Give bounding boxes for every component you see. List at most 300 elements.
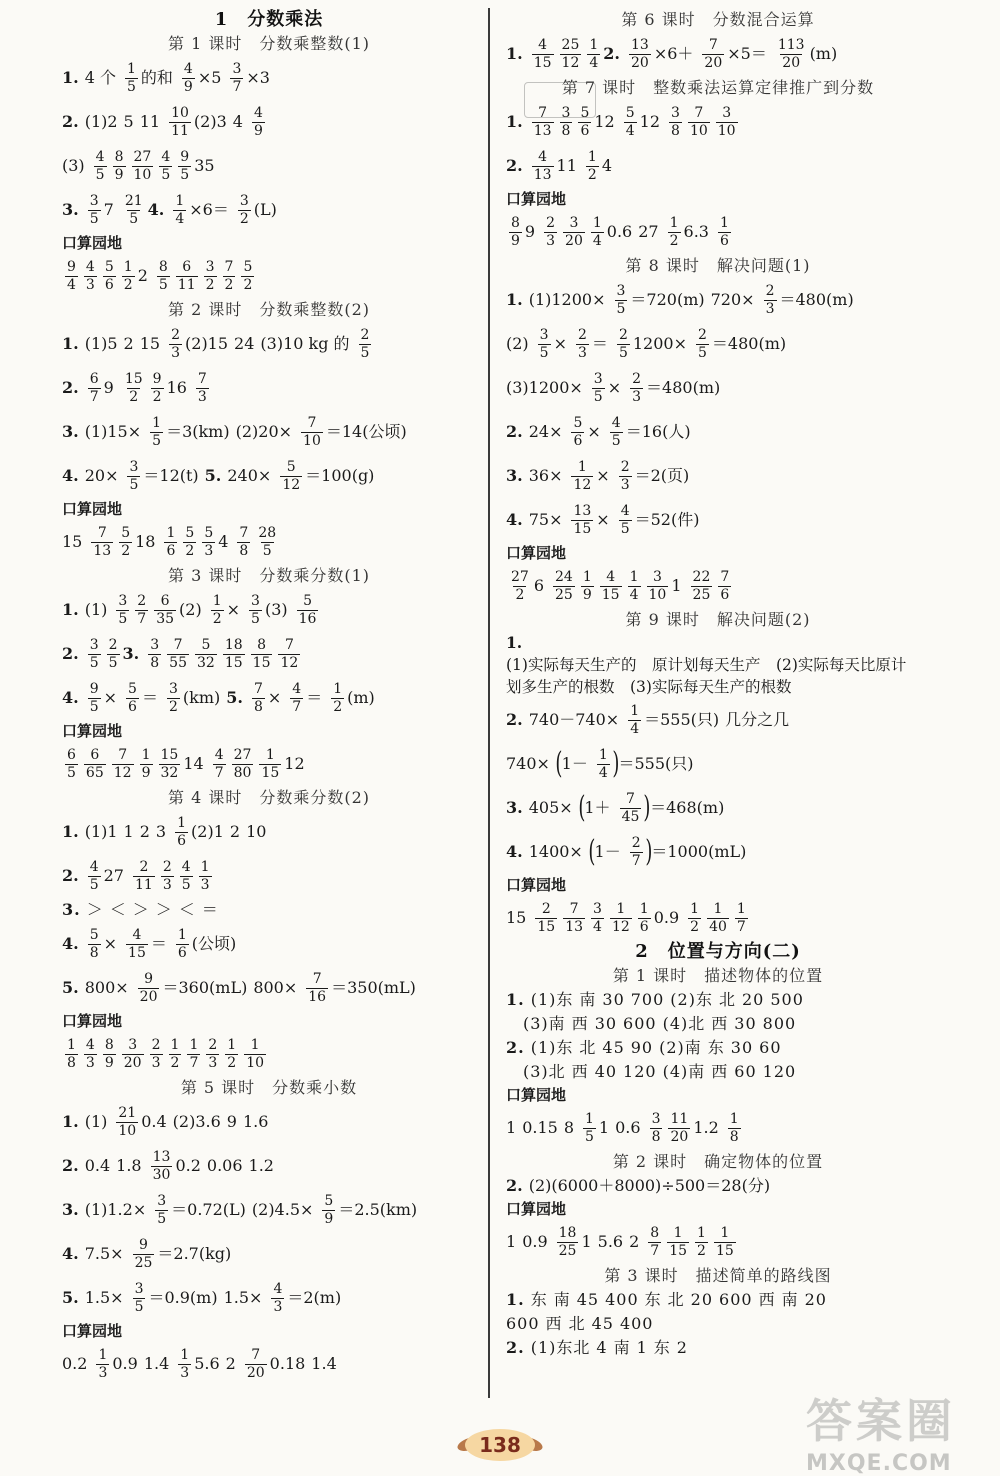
fraction-denominator: 5 <box>611 432 621 449</box>
lesson-heading <box>506 964 936 988</box>
fraction-numerator: 6 <box>182 258 192 275</box>
fraction <box>241 259 254 294</box>
fraction-numerator: 2 <box>632 370 642 387</box>
fraction-numerator: 9 <box>139 1236 148 1253</box>
answer-text: 2 位置与方向(二) <box>635 941 801 962</box>
answer-text: 20× <box>84 466 119 485</box>
fraction <box>167 681 180 716</box>
fraction-denominator: 5 <box>67 764 76 781</box>
answer-text: 0.2 <box>175 1156 201 1175</box>
fraction-denominator: 5 <box>616 300 626 317</box>
fraction-denominator: 9 <box>582 586 592 603</box>
fraction-numerator: 15 <box>160 746 179 763</box>
answer-text: 15 <box>139 334 161 353</box>
fraction-denominator: 5 <box>157 1210 167 1227</box>
answer-row <box>62 144 482 188</box>
answer-text: 4 个 <box>84 68 116 87</box>
answer-text: ＝ <box>591 334 608 353</box>
question-number: 3. <box>62 1200 79 1219</box>
answer-text: 240× <box>227 466 272 485</box>
fraction-denominator: 5 <box>89 210 99 227</box>
fraction-denominator: 15 <box>573 520 592 537</box>
answer-text: (L) <box>253 200 277 219</box>
question-number: 2. <box>506 156 523 175</box>
fraction-denominator: 5 <box>89 654 99 671</box>
fraction-numerator: 1 <box>720 1224 730 1241</box>
fraction-numerator: 7 <box>97 524 107 541</box>
answer-text: 北 <box>568 1314 586 1333</box>
fraction-denominator: 10 <box>689 122 708 139</box>
fraction-numerator: 2 <box>162 858 172 875</box>
fraction <box>232 747 254 782</box>
fraction <box>84 259 97 294</box>
fraction-denominator: 3 <box>85 276 95 293</box>
fraction <box>150 1037 163 1072</box>
fraction-denominator: 25 <box>555 586 573 603</box>
answer-text: 1.5× <box>223 1288 263 1307</box>
fraction <box>617 327 630 362</box>
answer-row <box>506 1288 936 1312</box>
fraction-numerator: 1 <box>177 814 187 831</box>
answer-text: ＜ <box>109 900 127 919</box>
fraction <box>691 569 713 604</box>
fraction <box>211 593 224 628</box>
question-number: 3. <box>62 900 81 919</box>
fraction-denominator: 8 <box>239 542 249 559</box>
answer-text: 35 <box>194 156 215 175</box>
answer-text: (m) <box>347 688 375 707</box>
answer-row <box>62 966 482 1010</box>
fraction-numerator: 3 <box>539 326 549 343</box>
fraction-numerator: 27 <box>511 568 529 585</box>
fraction-numerator: 2 <box>618 326 628 343</box>
answer-text: 0.18 <box>269 1354 306 1373</box>
fraction <box>688 901 701 936</box>
fraction <box>571 415 584 450</box>
fraction-denominator: 2 <box>515 586 525 603</box>
answer-text: ＞ <box>86 900 104 919</box>
answer-text: (1)2 <box>84 112 118 131</box>
fraction <box>180 859 193 894</box>
fraction <box>112 747 134 782</box>
question-number: 3. <box>62 422 79 441</box>
fraction-denominator: 5 <box>129 476 139 493</box>
fraction <box>244 1037 266 1072</box>
fraction-numerator: 5 <box>128 680 137 697</box>
fraction <box>619 459 632 494</box>
fraction <box>668 215 681 250</box>
answer-text: (1) <box>84 1112 108 1131</box>
fraction-denominator: 7 <box>232 78 242 95</box>
fraction-denominator: 7 <box>89 388 99 405</box>
fraction-numerator: 7 <box>538 104 548 121</box>
fraction-numerator: 8 <box>114 148 124 165</box>
fraction <box>322 1193 335 1228</box>
fraction-denominator: 15 <box>533 54 552 71</box>
fraction <box>695 1225 708 1260</box>
answer-text: 27 <box>103 866 124 885</box>
answer-row <box>62 810 482 854</box>
answer-paragraph <box>506 632 921 698</box>
fraction <box>155 1193 168 1228</box>
answer-text: × <box>596 466 610 485</box>
answer-text: 120 <box>762 1062 797 1081</box>
fraction <box>176 259 198 294</box>
chapter-title <box>506 940 936 964</box>
answer-text: 东 <box>653 1338 671 1357</box>
fraction <box>576 327 589 362</box>
fraction <box>103 259 116 294</box>
fraction-numerator: 3 <box>593 370 603 387</box>
fraction-denominator: 5 <box>618 344 628 361</box>
answer-text: 600 <box>506 1314 540 1333</box>
answer-text: 15 <box>506 908 527 927</box>
fraction-numerator: 21 <box>124 192 143 209</box>
answer-text: 27 <box>638 222 659 241</box>
answer-row <box>62 1100 482 1144</box>
answer-text: 3 <box>155 822 167 841</box>
answer-text: 北 <box>718 990 736 1009</box>
fraction-numerator: 4 <box>273 1280 283 1297</box>
fraction-denominator: 8 <box>561 122 571 139</box>
fraction <box>776 37 807 72</box>
answer-text: 9 <box>103 378 114 397</box>
fraction-denominator: 9 <box>104 1054 114 1071</box>
answer-row <box>62 1032 482 1076</box>
fraction <box>161 859 174 894</box>
large-parenthesis: ( <box>578 790 586 825</box>
fraction <box>610 901 632 936</box>
question-number: 2. <box>62 866 79 885</box>
page-number: 138 <box>465 1429 535 1461</box>
question-number: 1. <box>62 68 79 87</box>
fraction-numerator: 4 <box>181 858 191 875</box>
answer-row <box>506 830 936 874</box>
fraction-numerator: 9 <box>67 258 76 275</box>
answer-text: ＝ <box>150 934 167 953</box>
lesson-heading <box>62 786 482 810</box>
question-number: 5. <box>62 978 79 997</box>
fraction-denominator: 4 <box>625 122 635 139</box>
answer-text: × <box>607 378 622 397</box>
fraction-denominator: 5 <box>697 344 707 361</box>
answer-text: 第 3 课时 描述简单的路线图 <box>604 1266 832 1285</box>
answer-text: × <box>596 510 610 529</box>
fraction <box>195 637 217 672</box>
fraction-denominator: 5 <box>108 654 118 671</box>
fraction-numerator: 7 <box>720 568 730 585</box>
watermark-logo-text: 答案圈 <box>806 1394 956 1448</box>
answer-text: ＝100(g) <box>305 466 375 485</box>
fraction-denominator: 3 <box>765 300 775 317</box>
answer-text: × <box>553 334 567 353</box>
fraction <box>702 37 724 72</box>
fraction-denominator: 6 <box>177 832 187 849</box>
fraction <box>103 1037 116 1072</box>
fraction <box>178 1347 191 1382</box>
fraction <box>119 525 132 560</box>
answer-text: 1.4 <box>143 1354 170 1373</box>
answer-text: 第 5 课时 分数乘小数 <box>180 1078 358 1097</box>
fraction-denominator: 7 <box>189 1054 199 1071</box>
question-number: 2. <box>603 44 620 63</box>
fraction <box>707 901 729 936</box>
answer-text: (1)1.2× <box>84 1200 147 1219</box>
fraction-denominator: 30 <box>152 1166 171 1183</box>
fraction-numerator: 3 <box>89 192 99 209</box>
large-parenthesis: ) <box>643 790 651 825</box>
fraction-denominator: 6 <box>128 698 137 715</box>
fraction-numerator: 5 <box>121 524 131 541</box>
fraction-numerator: 8 <box>104 1036 114 1053</box>
site-watermark <box>806 1385 986 1476</box>
fraction-denominator: 45 <box>621 808 640 825</box>
fraction-numerator: 4 <box>85 258 95 275</box>
fraction-denominator: 6 <box>177 944 187 961</box>
fraction <box>65 1037 78 1072</box>
fraction-numerator: 1 <box>589 36 599 53</box>
answer-text: 30 <box>734 1014 757 1033</box>
fraction-denominator: 4 <box>598 764 608 781</box>
fraction <box>132 149 154 184</box>
oral-calc-heading <box>62 498 482 520</box>
answer-row <box>506 1312 936 1336</box>
fraction-denominator: 6 <box>573 432 583 449</box>
fraction <box>620 791 642 826</box>
fraction-denominator: 2 <box>243 276 253 293</box>
answer-text: (m) <box>809 44 838 63</box>
fraction-denominator: 3 <box>98 1364 108 1381</box>
answer-row <box>62 520 482 564</box>
fraction-numerator: 8 <box>158 258 168 275</box>
answer-text: (2) <box>179 600 202 619</box>
answer-row <box>506 454 936 498</box>
fraction-numerator: 3 <box>251 592 260 609</box>
fraction-numerator: 3 <box>129 458 139 475</box>
answer-text: 1 <box>671 576 682 595</box>
answer-text: 1.8 <box>116 1156 142 1175</box>
answer-text: ＝0.72(L) <box>171 1200 246 1219</box>
answer-text: 1－ <box>594 842 621 861</box>
fraction-denominator: 4 <box>592 232 602 249</box>
lesson-heading <box>506 608 936 632</box>
answer-row <box>62 410 482 454</box>
answer-text: 1 <box>598 1118 610 1137</box>
fraction-denominator: 32 <box>160 764 179 781</box>
fraction-numerator: 1 <box>123 258 133 275</box>
fraction-numerator: 22 <box>692 568 711 585</box>
answer-text: ×3 <box>246 68 270 87</box>
fraction-denominator: 7 <box>137 610 147 627</box>
answer-row <box>62 1144 482 1188</box>
fraction-numerator: 4 <box>132 926 142 943</box>
fraction-denominator: 12 <box>573 476 592 493</box>
answer-text: 1＋ <box>584 798 611 817</box>
fraction-denominator: 3 <box>632 388 642 405</box>
oral-calc-heading <box>506 1198 936 1220</box>
answer-text: 12 <box>594 112 615 131</box>
fraction <box>164 525 177 560</box>
answer-text: 口算园地 <box>506 1086 567 1104</box>
fraction-numerator: 1 <box>152 414 162 431</box>
fraction-denominator: 13 <box>533 166 552 183</box>
question-number: 1. <box>62 822 79 841</box>
fraction <box>133 859 155 894</box>
fraction-numerator: 1 <box>736 900 746 917</box>
fraction <box>535 901 557 936</box>
fraction <box>667 1225 689 1260</box>
fraction-numerator: 10 <box>171 104 189 121</box>
answer-text: 2 <box>225 1354 236 1373</box>
answer-text: ＝2.5(km) <box>338 1200 418 1219</box>
fraction-denominator: 12 <box>280 654 299 671</box>
fraction-denominator: 15 <box>715 1242 734 1259</box>
fraction-numerator: 24 <box>555 568 573 585</box>
fraction-numerator: 18 <box>558 1224 577 1241</box>
fraction <box>249 593 262 628</box>
answer-text: ×6＝ <box>189 200 229 219</box>
answer-text: 800× <box>253 978 298 997</box>
answer-text: 南 <box>579 990 597 1009</box>
answer-text: 500 <box>770 990 804 1009</box>
fraction-numerator: 9 <box>144 970 154 987</box>
answer-row <box>506 32 936 76</box>
answer-text: 口算园地 <box>62 1322 123 1340</box>
fraction-denominator: 20 <box>704 54 723 71</box>
fraction-denominator: 7 <box>650 1242 660 1259</box>
fraction-numerator: 3 <box>569 214 579 231</box>
fraction-numerator: 3 <box>168 680 178 697</box>
fraction-numerator: 5 <box>303 592 313 609</box>
fraction-numerator: 7 <box>173 636 183 653</box>
fraction-denominator: 9 <box>114 166 124 183</box>
answer-text: 0.4 <box>141 1112 167 1131</box>
answer-row <box>506 322 936 366</box>
answer-text: 800 <box>762 1014 797 1033</box>
fraction <box>630 371 643 406</box>
fraction <box>199 859 212 894</box>
fraction-denominator: 11 <box>134 876 153 893</box>
answer-text: 口算园地 <box>62 234 123 252</box>
question-number: 2. <box>62 112 79 131</box>
fraction-denominator: 32 <box>197 654 215 671</box>
answer-text: (1)东 <box>530 1038 574 1057</box>
answer-text: 0.9 <box>112 1354 138 1373</box>
fraction-denominator: 3 <box>197 388 207 405</box>
answer-text: 东 <box>644 1290 662 1309</box>
fraction <box>245 1347 267 1382</box>
answer-text: 45 <box>591 1314 614 1333</box>
fraction <box>123 193 145 228</box>
fraction-denominator: 9 <box>324 1210 334 1227</box>
fraction <box>301 415 323 450</box>
fraction-numerator: 6 <box>89 370 99 387</box>
fraction-numerator: 5 <box>573 414 583 431</box>
fraction-denominator: 3 <box>171 344 181 361</box>
answer-text: × <box>267 688 282 707</box>
fraction-denominator: 2 <box>227 1054 237 1071</box>
fraction <box>151 371 164 406</box>
answer-text: 0.9 <box>522 1232 548 1251</box>
fraction-denominator: 25 <box>134 1254 153 1271</box>
answer-text: 7 <box>103 200 114 219</box>
answer-text: 南 <box>613 1338 631 1357</box>
fraction-numerator: 1 <box>719 214 729 231</box>
fraction <box>116 1105 138 1140</box>
answer-text: 11 <box>556 156 577 175</box>
fraction-denominator: 8 <box>729 1128 739 1145</box>
question-number: 3. <box>122 644 140 663</box>
fraction <box>610 415 623 450</box>
fraction-numerator: 1 <box>250 1036 260 1053</box>
fraction-numerator: 9 <box>89 680 99 697</box>
fraction-numerator: 7 <box>251 1346 261 1363</box>
fraction <box>196 371 209 406</box>
fraction-numerator: 4 <box>253 104 263 121</box>
fraction-numerator: 7 <box>253 680 263 697</box>
fraction-numerator: 2 <box>151 1036 161 1053</box>
fraction-denominator: 2 <box>669 232 679 249</box>
fraction-denominator: 55 <box>169 654 187 671</box>
fraction-numerator: 2 <box>360 326 370 343</box>
fraction-numerator: 5 <box>185 524 195 541</box>
answer-text: 0.4 <box>84 1156 111 1175</box>
fraction-denominator: 11 <box>177 276 196 293</box>
answer-text: 西 <box>711 1014 729 1033</box>
answer-text: 1 <box>123 822 134 841</box>
fraction <box>204 259 217 294</box>
large-parenthesis: ( <box>555 746 563 781</box>
fraction-numerator: 3 <box>205 258 215 275</box>
answer-text: 1.2 <box>693 1118 719 1137</box>
question-number: 1. <box>506 112 523 131</box>
answer-text: 第 8 课时 解决问题(1) <box>625 256 811 275</box>
fraction-numerator: 25 <box>561 36 580 53</box>
fraction <box>563 215 585 250</box>
fraction-numerator: 2 <box>108 636 118 653</box>
answer-row <box>62 254 482 298</box>
fraction <box>122 1037 144 1072</box>
question-number: 4. <box>62 934 79 953</box>
answer-text: 800× <box>84 978 129 997</box>
answer-text: 第 9 课时 解决问题(2) <box>625 610 811 629</box>
fraction-denominator: 2 <box>121 542 131 559</box>
fraction <box>592 371 605 406</box>
answer-text: 400 <box>619 1314 654 1333</box>
answer-text: ＝555(只) <box>644 710 720 729</box>
fraction <box>202 525 215 560</box>
answer-text: (3)10 kg 的 <box>260 334 350 353</box>
oral-calc-heading <box>506 1084 936 1106</box>
answer-text: 60 <box>759 1038 782 1057</box>
fraction-numerator: 5 <box>104 258 114 275</box>
large-parenthesis: ( <box>588 834 596 869</box>
fraction-numerator: 21 <box>118 1104 137 1121</box>
answer-row <box>62 100 482 144</box>
answer-row <box>506 564 936 608</box>
answer-row <box>62 188 482 232</box>
answer-row <box>62 922 482 966</box>
fraction <box>133 1237 155 1272</box>
answer-text: 第 4 课时 分数乘分数(2) <box>167 788 371 807</box>
fraction <box>96 1347 109 1382</box>
fraction <box>116 593 129 628</box>
fraction <box>628 569 641 604</box>
fraction <box>571 459 593 494</box>
fraction-numerator: 4 <box>85 1036 95 1053</box>
fraction-denominator: 9 <box>511 232 520 249</box>
fraction <box>647 569 669 604</box>
